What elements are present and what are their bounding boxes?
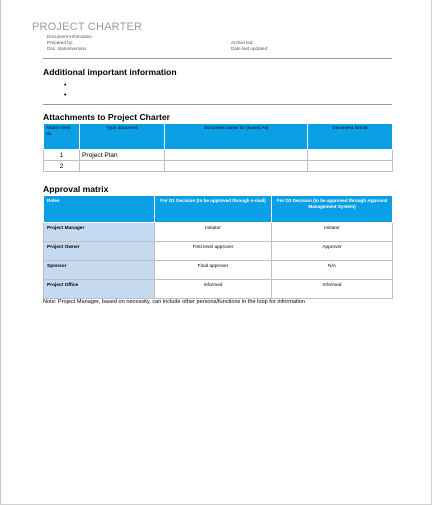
column-header: Roles: [44, 196, 155, 223]
table-cell: 2: [44, 161, 80, 172]
table-cell: [80, 161, 165, 172]
section-heading-approval-matrix: Approval matrix: [43, 184, 109, 194]
role-cell: Project Office: [44, 280, 155, 299]
document-meta-left: [47, 34, 92, 53]
table-cell: [308, 161, 393, 172]
table-cell: Informed: [155, 280, 272, 299]
meta-archived: Archivi ted:: [231, 40, 254, 45]
attachments-table: [43, 123, 393, 172]
table-cell: Informed: [272, 280, 393, 299]
table-cell: [308, 150, 393, 161]
column-header: Document format: [308, 124, 393, 150]
role-cell: Project Owner: [44, 242, 155, 261]
bullet-item: •: [64, 82, 67, 89]
table-row: [44, 261, 393, 280]
table-row: [44, 223, 393, 242]
column-header: Type document: [80, 124, 165, 150]
bullet-item: •: [64, 92, 67, 99]
meta-prepared-by: Prepared by:: [47, 40, 74, 46]
meta-date-updated: Date last updated:: [231, 46, 269, 52]
table-cell: Initiator: [272, 223, 393, 242]
section-heading-attachments: Attachments to Project Charter: [43, 112, 171, 122]
meta-doc-status: Doc. status/version: [47, 46, 87, 52]
role-cell: Project Manager: [44, 223, 155, 242]
table-cell: Project Plan: [80, 150, 165, 161]
table-row: [44, 280, 393, 299]
section-heading-additional-info: Additional important information: [43, 67, 177, 77]
table-row: [44, 161, 393, 172]
table-cell: First level approver: [155, 242, 272, 261]
table-cell: Approver: [272, 242, 393, 261]
divider: [43, 58, 392, 59]
divider: [43, 104, 392, 105]
column-header: Document name/ ID (Saved As): [165, 124, 308, 150]
table-row: [44, 150, 393, 161]
table-cell: [165, 150, 308, 161]
table-cell: Initiator: [155, 223, 272, 242]
footnote-text: Note: Project Manager, based on necessity, can include other persons/functions in the loop for information: [43, 299, 306, 305]
column-header: For D1 Decision (to be approved through e-mail): [155, 196, 272, 223]
column-header: For D2 Decision (to be approved through Approval Management System): [272, 196, 393, 223]
table-cell: [165, 161, 308, 172]
document-meta-right: [231, 40, 268, 52]
table-cell: N/A: [272, 261, 393, 280]
table-row: [44, 242, 393, 261]
meta-document-information: Document information: [47, 34, 92, 39]
column-header: Attach ment no.: [44, 124, 80, 150]
table-cell: 1: [44, 150, 80, 161]
approval-matrix-table: [43, 195, 393, 299]
table-cell: Final approver: [155, 261, 272, 280]
document-title: PROJECT CHARTER: [32, 21, 143, 33]
role-cell: Sponsor: [44, 261, 155, 280]
